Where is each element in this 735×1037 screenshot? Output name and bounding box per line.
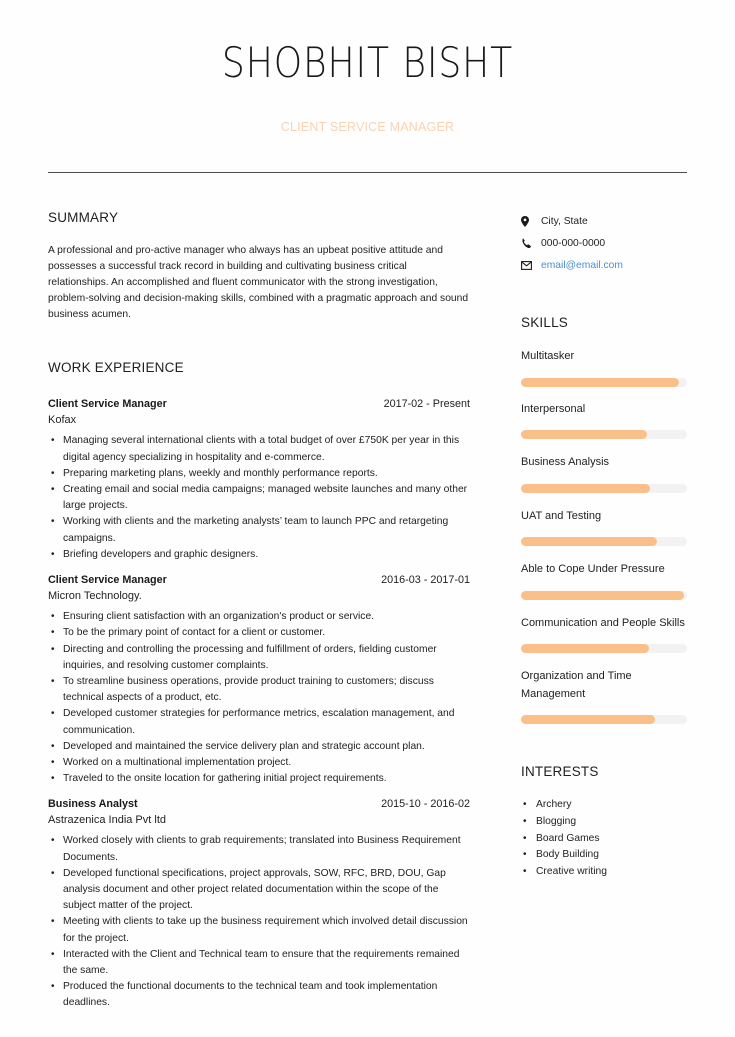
- interests-heading: INTERESTS: [521, 764, 599, 779]
- skill-name: Interpersonal: [521, 402, 586, 415]
- job-bullet: • Developed customer strategies for performance metrics, escalation management, and communication.: [48, 706, 470, 738]
- skill-bar-fill: [521, 430, 647, 439]
- skill-name: Organization and Time Management: [521, 670, 632, 700]
- job-bullet: • Developed and maintained the service delivery plan and strategic account plan.: [48, 739, 470, 755]
- job-header: [48, 798, 470, 810]
- candidate-role: CLIENT SERVICE MANAGER: [280, 120, 455, 134]
- sidebar-column: [521, 210, 687, 881]
- map-pin-icon: [521, 216, 541, 227]
- skill-bar-track: [521, 430, 687, 439]
- job-date: 2017-02 - Present: [383, 398, 470, 411]
- job-header: [48, 398, 470, 410]
- skill-item: [521, 561, 687, 600]
- header-divider: [48, 172, 687, 173]
- job-entry: [48, 398, 470, 563]
- skill-bar-track: [521, 644, 687, 653]
- job-bullet: • Directing and controlling the processing and fulfillment of orders, fielding customer inquiries, and resolving customer complaints.: [48, 642, 470, 674]
- job-entry: [48, 798, 470, 1011]
- job-bullet: • To be the primary point of contact for a client or customer.: [48, 625, 470, 641]
- skill-name: UAT and Testing: [521, 509, 602, 522]
- location-text: City, State: [541, 215, 588, 227]
- skill-bar-track: [521, 378, 687, 387]
- summary-text: A professional and pro-active manager who always has an upbeat positive attitude and possesses a successful track record in building and cultivating business critical relationships. An accomplished and fluent communicator with the strong investigation, problem-solving and decision-making skills, combined with a pragmatic approach and sound business acumen.: [48, 245, 469, 321]
- skill-bar-fill: [521, 644, 649, 653]
- skill-item: [521, 508, 687, 547]
- job-bullet: • Managing several international clients with a total budget of over £750K per year in this digital agency specializing in hospitality and e-commerce.: [48, 433, 470, 465]
- job-date: 2015-10 - 2016-02: [381, 798, 470, 811]
- envelope-icon: [521, 261, 541, 270]
- skill-bar-track: [521, 591, 687, 600]
- skill-name: Able to Cope Under Pressure: [521, 563, 665, 575]
- skill-bar-track: [521, 484, 687, 493]
- job-company: Astrazenica India Pvt ltd: [48, 814, 167, 827]
- summary-section: [48, 210, 470, 323]
- contact-email[interactable]: [521, 254, 687, 276]
- job-bullet: • Traveled to the onsite location for gathering initial project requirements.: [48, 771, 470, 787]
- skill-item: [521, 401, 687, 440]
- work-experience-heading: WORK EXPERIENCE: [48, 360, 184, 376]
- skill-list: [521, 348, 687, 724]
- skill-item: [521, 615, 687, 654]
- interest-item: • Blogging: [521, 814, 687, 831]
- skill-bar-fill: [521, 537, 657, 546]
- job-bullets: [48, 833, 470, 1011]
- job-bullet: • Worked closely with clients to grab requirements; translated into Business Requirement Documents.: [48, 833, 470, 865]
- skill-name: Communication and People Skills: [521, 616, 685, 629]
- candidate-name: SHOBHIT BISHT: [221, 38, 514, 87]
- work-experience-section: [48, 360, 470, 1011]
- interest-item: • Body Building: [521, 847, 687, 864]
- contact-block: [521, 210, 687, 276]
- skill-bar-fill: [521, 591, 684, 600]
- job-date: 2016-03 - 2017-01: [381, 574, 470, 587]
- job-title: Business Analyst: [48, 798, 138, 811]
- skill-item: [521, 454, 687, 493]
- job-bullet: • Briefing developers and graphic designers.: [48, 547, 470, 563]
- skill-bar-track: [521, 715, 687, 724]
- job-entry: [48, 574, 470, 787]
- job-company: Kofax: [48, 414, 77, 427]
- skills-section: [521, 315, 687, 724]
- job-bullets: [48, 609, 470, 787]
- job-header: [48, 574, 470, 586]
- skill-bar-fill: [521, 378, 679, 387]
- skill-bar-fill: [521, 484, 650, 493]
- skill-item: [521, 348, 687, 387]
- skills-heading: SKILLS: [521, 315, 568, 330]
- skill-bar-fill: [521, 715, 655, 724]
- job-bullet: • Produced the functional documents to the technical team and took implementation deadlines.: [48, 979, 470, 1011]
- interest-item: • Board Games: [521, 831, 687, 848]
- phone-text: 000-000-0000: [541, 237, 606, 249]
- contact-location: [521, 210, 687, 232]
- summary-heading: SUMMARY: [48, 210, 119, 225]
- job-title: Client Service Manager: [48, 398, 167, 411]
- job-company: Micron Technology.: [48, 590, 142, 603]
- job-bullets: [48, 433, 470, 563]
- phone-icon: [521, 238, 541, 248]
- interests-section: [521, 764, 687, 881]
- main-column: [48, 210, 470, 1012]
- job-list: [48, 398, 470, 1011]
- job-bullet: • Worked on a multinational implementation project.: [48, 755, 470, 771]
- job-bullet: • To streamline business operations, provide product training to customers; discuss technical aspects of a product, etc.: [48, 674, 470, 706]
- job-bullet: • Creating email and social media campaigns; managed website launches and many other large projects.: [48, 482, 470, 514]
- interest-item: • Creative writing: [521, 864, 687, 881]
- interest-list: [521, 797, 687, 881]
- skill-name: Business Analysis: [521, 456, 610, 468]
- job-bullet: • Working with clients and the marketing analysts’ team to launch PPC and retargeting campaigns.: [48, 514, 470, 546]
- skill-item: [521, 668, 687, 724]
- job-bullet: • Meeting with clients to take up the business requirement which involved detail discussion for the project.: [48, 914, 470, 946]
- job-bullet: • Preparing marketing plans, weekly and monthly performance reports.: [48, 466, 470, 482]
- job-title: Client Service Manager: [48, 574, 167, 587]
- job-bullet: • Developed functional specifications, project approvals, SOW, RFC, BRD, DOU, Gap analysis document and other project related documentation within the scope of the subject matter of the project.: [48, 866, 470, 915]
- skill-bar-track: [521, 537, 687, 546]
- job-bullet: • Interacted with the Client and Technical team to ensure that the requirements remained the same.: [48, 947, 470, 979]
- contact-phone: [521, 232, 687, 254]
- email-link[interactable]: email@email.com: [541, 259, 623, 271]
- interest-item: • Archery: [521, 797, 687, 814]
- skill-name: Multitasker: [521, 350, 575, 362]
- job-bullet: • Ensuring client satisfaction with an organization's product or service.: [48, 609, 470, 625]
